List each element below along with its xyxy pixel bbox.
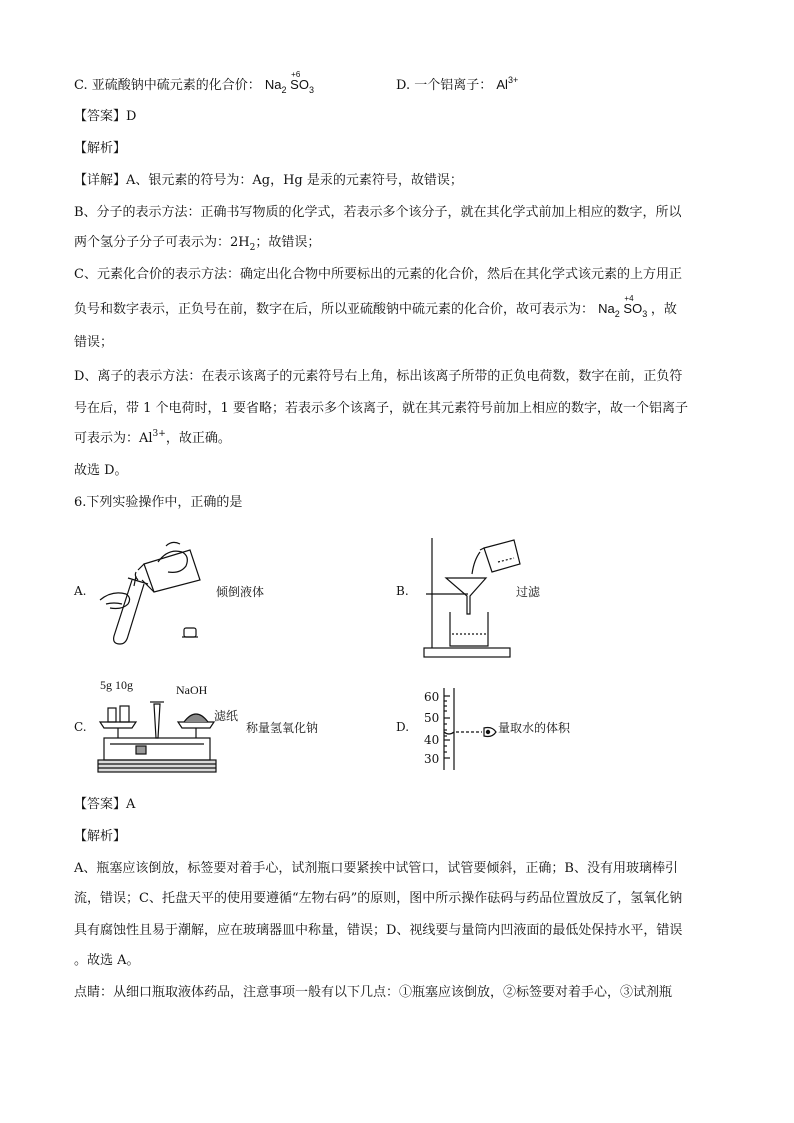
sulfite-formula: $Na_2$ +4 $SO_3$ — [598, 294, 648, 319]
option-c-text: C. 亚硫酸钠中硫元素的化合价： — [74, 78, 261, 93]
q6-analysis-title: 【解析】 — [74, 829, 127, 844]
option-c-line — [74, 70, 314, 95]
option-c-caption: 称量氢氧化钠 — [246, 721, 319, 735]
q6-analysis-3: 具有腐蚀性且易于潮解，应在玻璃器皿中称量，错误；D、视线要与量筒内凹液面的最低处保持水平，错误 — [74, 923, 683, 938]
q5-conclusion: 故选 D。 — [74, 463, 128, 478]
q5-analysis-title: 【解析】 — [74, 141, 127, 156]
pouring-liquid-figure — [92, 540, 212, 650]
q5-detail-d-1: D、离子的表示方法：在表示该离子的元素符号右上角，标出该离子所带的正负电荷数，数字在前，正负符 — [74, 369, 683, 384]
tick-40: 40 — [424, 733, 440, 747]
filtration-figure — [418, 534, 524, 660]
q5-detail-d-2: 号在后，带 1 个电荷时，1 要省略；若表示多个该离子，就在其元素符号前加上相应的数字，故一个铝离子 — [74, 401, 688, 416]
q5-detail-b-1: B、分子的表示方法：正确书写物质的化学式，若表示多个该分子，就在其化学式前加上相应的数字，所以 — [74, 205, 682, 220]
option-b-caption: 过滤 — [516, 585, 541, 599]
q5-detail-d-3: 可表示为：$Al^{3+}$，故正确。 — [74, 429, 231, 446]
tick-30: 30 — [424, 752, 440, 766]
filter-paper-label: 滤纸 — [214, 709, 239, 723]
q6-analysis-2: 流，错误；C、托盘天平的使用要遵循“左物右码”的原则，图中所示操作砝码与药品位置放反了，氢氧化钠 — [74, 891, 683, 906]
q5-detail-c-3: 错误； — [74, 335, 114, 350]
option-d-caption: 量取水的体积 — [498, 721, 571, 735]
q6-analysis-4: 。故选 A。 — [74, 953, 140, 968]
option-a-letter: A. — [74, 584, 87, 598]
option-c-letter: C. — [74, 720, 87, 734]
option-d-letter: D. — [396, 720, 410, 734]
option-d-text: D. 一个铝离子： — [396, 78, 493, 93]
q5-detail-c-1: C、元素化合价的表示方法：确定出化合物中所要标出的元素的化合价，然后在其化学式该元素的上方用正 — [74, 267, 682, 282]
q6-question: 6.下列实验操作中，正确的是 — [74, 495, 243, 510]
weights-label: 5g 10g — [100, 678, 133, 692]
option-a-caption: 倾倒液体 — [216, 585, 265, 599]
option-d-line: D. 一个铝离子： $Al^{3+}$ — [396, 75, 519, 93]
option-b-letter: B. — [396, 584, 409, 598]
q5-detail-b-2: 两个氢分子分子可表示为：$2H_2$；故错误； — [74, 235, 321, 253]
tick-60: 60 — [424, 690, 440, 704]
option-c-formula: $Na_2$ +6 $SO_3$ — [264, 70, 314, 95]
q6-answer: 【答案】A — [74, 797, 136, 812]
balance-figure — [96, 694, 220, 776]
q5-answer: 【答案】D — [74, 109, 137, 124]
q5-detail-a: 【详解】A、银元素的符号为：Ag，Hg 是汞的元素符号，故错误； — [74, 173, 463, 188]
naoh-label: NaOH — [176, 683, 208, 697]
q6-analysis-1: A、瓶塞应该倒放，标签要对着手心，试剂瓶口要紧挨中试管口，试管要倾斜，正确；B、没有用玻璃棒引 — [74, 861, 678, 876]
q5-detail-c-2: 负号和数字表示，正负号在前，数字在后，所以亚硫酸钠中硫元素的化合价，故可表示为： $Na_2$ +4 $SO_3$ ，故 — [74, 294, 677, 319]
q6-tip: 点睛：从细口瓶取液体药品，注意事项一般有以下几点：①瓶塞应该倒放，②标签要对着手心，③试剂瓶 — [74, 985, 673, 1000]
tick-50: 50 — [424, 711, 440, 725]
